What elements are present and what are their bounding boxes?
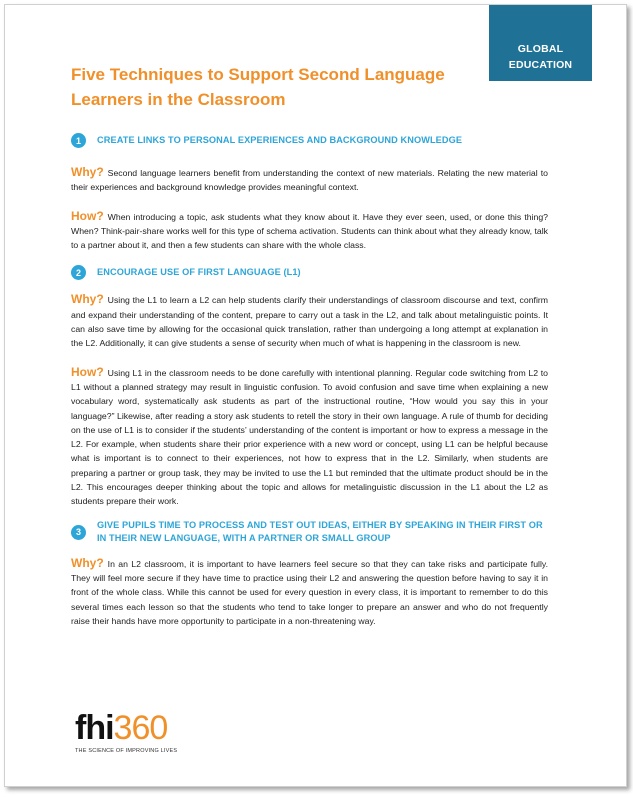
number-badge-3: 3: [71, 525, 86, 540]
logo-tagline: THE SCIENCE OF IMPROVING LIVES: [75, 748, 178, 754]
why-label: Why?: [71, 165, 104, 179]
document-page: [4, 4, 627, 787]
fhi360-logo: [75, 711, 177, 754]
title-line-1: Five Techniques to Support Second Language: [71, 65, 445, 84]
tag-line-1: GLOBAL: [517, 43, 564, 55]
why-text: Second language learners benefit from understanding the context of new materials. Relating the new material to their experiences and background knowledge provides meaningful context.: [71, 168, 548, 193]
section-2-how: [71, 365, 548, 509]
section-1-title: CREATE LINKS TO PERSONAL EXPERIENCES AND BACKGROUND KNOWLEDGE: [97, 135, 463, 145]
section-3-title: GIVE PUPILS TIME TO PROCESS AND TEST OUT IDEAS, EITHER BY SPEAKING IN THEIR FIRST OR IN THEIR NEW LANGUAGE, WITH A PARTNER OR SMALL GROUP: [97, 519, 543, 543]
logo-mark: [75, 711, 177, 745]
section-2-title: ENCOURAGE USE OF FIRST LANGUAGE (L1): [97, 267, 301, 278]
number-badge-1: 1: [71, 133, 86, 148]
why-text: Using the L1 to learn a L2 can help students clarify their understandings of classroom discourse and text, confirm and expand their understanding of the content, prepare to carry out a task in the L2, and talk about metalinguistic points. It can also save time by allowing for the occasional quick translation, rather than undergoing a long attempt at explanation in the L2. Additionally, it can give students a sense of security when much of what is happening in the classroom is new.: [71, 295, 548, 349]
page-title: [71, 62, 481, 112]
how-text: When introducing a topic, ask students what they know about it. Have they ever seen, used, or done this thing? When? Think-pair-share works well for this type of schema activation. Students can think about what they already know, talk to a partner about it, and then a few students can share with the whole class.: [71, 211, 548, 251]
why-text: In an L2 classroom, it is important to have learners feel secure so that they can take risks and participate fully. They will feel more secure if they have time to practice using their L2 and answering the question before having to say it in front of the whole class. While this cannot be used for every question in every class, it is important to remember to do this several times each lesson so that the students who tend to take longer to prepare an answer and who do not frequently raise their hands have more opportunity to participate in a non-threatening way.: [71, 558, 548, 626]
section-1-why: [71, 165, 548, 195]
section-1-how: [71, 209, 548, 253]
section-1-heading: [71, 133, 548, 148]
logo-number: 360: [113, 709, 168, 747]
how-label: How?: [71, 208, 104, 223]
how-text: Using L1 in the classroom needs to be done carefully with intentional planning. Regular code switching from L2 to L1 without a planned strategy may result in linguistic confusion. To avoid confusion and save time when explaining a new vocabulary word, systematically ask students as part of the instructional routine, “How would you say this in your language?” Likewise, after reading a story ask students to retell the story in their own language. A rule of thumb for deciding on the use of L1 is to consider if the students’ understanding of the content is important or how to express a message in the L2. For example, when students share their prior experience with a new word or concept, using L1 can be helpful because what is important is to connect to their experiences, not how to express that in the L2. Similarly, when students are preparing a partner or group task, they may be invited to use the L1 but reminded that the ultimate product should be in the L2. This encourages deeper thinking about the topic and allows for metalinguistic discussion in the L1 about the L2 as students prepare their work.: [71, 367, 548, 507]
main-content: [71, 133, 548, 628]
how-label: How?: [71, 364, 104, 379]
section-3-heading: [71, 519, 548, 545]
why-label: Why?: [71, 292, 104, 307]
global-education-tag: [489, 5, 592, 81]
logo-text: fhi: [75, 709, 114, 747]
title-line-2: Learners in the Classroom: [71, 90, 286, 109]
number-badge-2: 2: [71, 265, 86, 280]
section-2-heading: [71, 265, 548, 280]
section-2-why: [71, 292, 548, 350]
tag-line-2: EDUCATION: [508, 59, 573, 71]
section-3-why: [71, 556, 548, 628]
why-label: Why?: [71, 555, 104, 570]
